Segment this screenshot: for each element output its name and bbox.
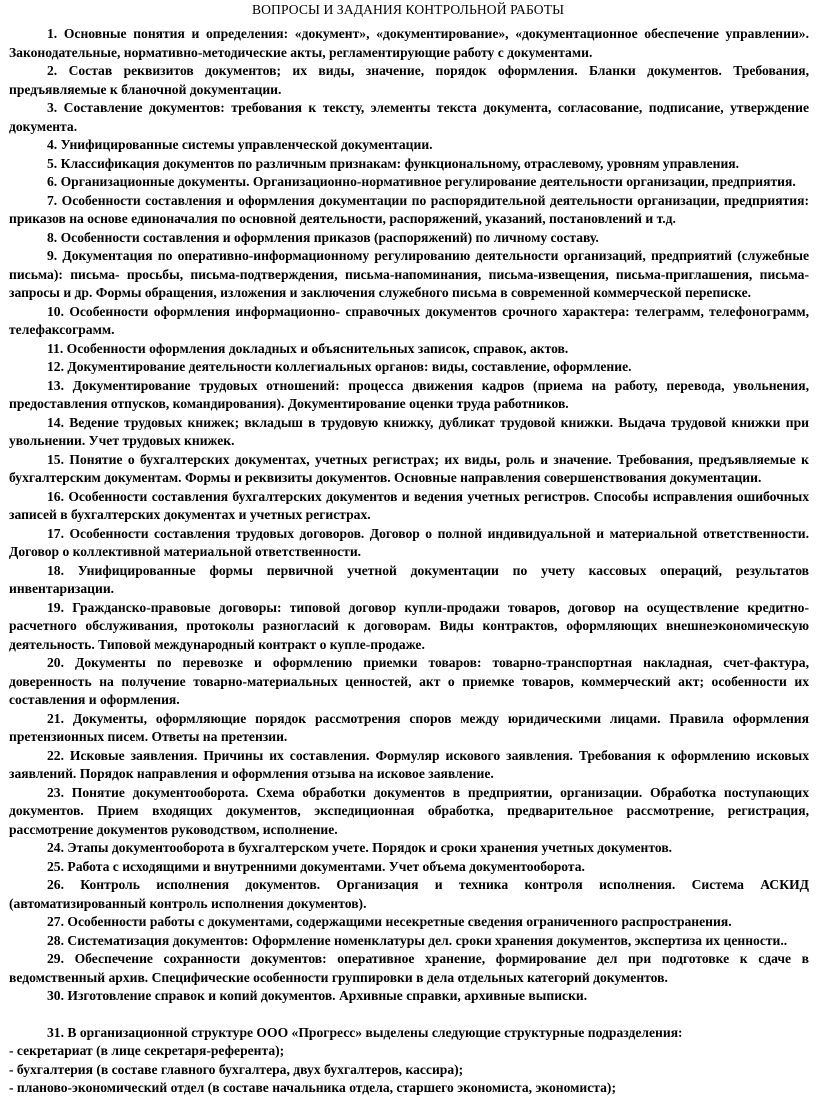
question-14: 14. Ведение трудовых книжек; вкладыш в трудовую книжку, дубликат трудовой книжки. Выдача трудовой книжки при увольнении. Учет трудовых книжек. [9,414,809,448]
question-2: 2. Состав реквизитов документов; их виды, значение, порядок оформления. Бланки документов. Требования, предъявляемые к бланочной документации. [9,63,809,97]
question-28: 28. Систематизация документов: Оформление номенклатуры дел. сроки хранения документов, экспертиза их ценности.. [47,932,788,948]
question-4: 4. Унифицированные системы управленческой документации. [47,137,433,152]
task-31-item-planning: - планово-экономический отдел (в составе начальника отдела, старшего экономиста, экономиста); [9,1080,616,1095]
question-9: 9. Документация по оперативно-информационному регулированию деятельности организаций, предприятий (служебные письма): письма- просьбы, письма-подтверждения, письма-напоминания, письма-извещения, письма-приглашения, письма-запросы и др. Формы обращения, изложения и заключения служебного письма в современной коммерческой переписке. [9,248,809,300]
question-10: 10. Особенности оформления информационно- справочных документов срочного характера: телеграмм, телефонограмм, телефаксограмм. [9,303,809,337]
question-8: 8. Особенности составления и оформления приказов (распоряжений) по личному составу. [47,229,599,245]
question-25: 25. Работа с исходящими и внутренними документами. Учет объема документооборота. [47,858,585,874]
question-17: 17. Особенности составления трудовых договоров. Договор о полной индивидуальной и материальной ответственности. Договор о коллективной материальной ответственности. [9,525,809,559]
question-19: 19. Гражданско-правовые договоры: типовой договор купли-продажи товаров, договор на осуществление кредитно-расчетного обслуживания, протоколы разногласий к договорам. Виды контрактов, оформляющих внешнеэкономическую деятельность. Типовой международный контракт о купле-продаже. [9,599,809,652]
question-21: 21. Документы, оформляющие порядок рассмотрения споров между юридическими лицами. Правила оформления претензионных писем. Ответы на претензии. [9,710,809,744]
questions-body [9,25,809,1098]
question-15: 15. Понятие о бухгалтерских документах, учетных регистрах; их виды, роль и значение. Требования, предъявляемые к бухгалтерским документам. Формы и реквизиты документов. Основные направления совершенствования документации. [9,451,809,485]
question-1: 1. Основные понятия и определения: «документ», «документирование», «документационное обеспечение управлении». Законодательные, нормативно-методические акты, регламентирующие работу с документами. [9,26,809,60]
question-26: 26. Контроль исполнения документов. Организация и техника контроля исполнения. Система АСКИД (автоматизированный контроль исполнения документов). [9,877,809,911]
question-11: 11. Особенности оформления докладных и объяснительных записок, справок, актов. [47,340,569,356]
question-29: 29. Обеспечение сохранности документов: оперативное хранение, формирование дел при подготовке к сдаче в ведомственный архив. Специфические особенности группировки в дела отдельных категорий документов. [9,951,809,985]
task-31-intro: 31. В организационной структуре ООО «Прогресс» выделены следующие структурные подразделения: [47,1024,683,1040]
page-title: ВОПРОСЫ И ЗАДАНИЯ КОНТРОЛЬНОЙ РАБОТЫ [251,2,565,17]
question-13: 13. Документирование трудовых отношений: процесса движения кадров (приема на работу, перевода, увольнения, предоставления отпусков, командирования). Документирование оценки труда работников. [9,377,809,411]
task-31-item-secretariat: - секретариат (в лице секретаря-референта); [9,1043,285,1058]
question-20: 20. Документы по перевозке и оформлению приемки товаров: товарно-транспортная накладная, счет-фактура, доверенность на получение товарно-материальных ценностей, акт о приемке товаров, коммерческий акт; особенности их составления и оформления. [9,655,809,707]
question-16: 16. Особенности составления бухгалтерских документов и ведения учетных регистров. Способы исправления ошибочных записей в бухгалтерских документах и учетных регистрах. [9,488,809,522]
question-12: 12. Документирование деятельности коллегиальных органов: виды, составление, оформление. [47,359,632,374]
question-6: 6. Организационные документы. Организационно-нормативное регулирование деятельности организации, предприятия. [47,174,796,189]
question-3: 3. Составление документов: требования к тексту, элементы текста документа, согласование, подписание, утверждение документа. [9,100,809,134]
question-23: 23. Понятие документооборота. Схема обработки документов в предприятии, организации. Обработка поступающих документов. Прием входящих документов, экспедиционная обработка, предварительное рассмотрение, регистрация, рассмотрение документов руководством, исполнение. [9,784,809,837]
question-18: 18. Унифицированные формы первичной учетной документации по учету кассовых операций, результатов инвентаризации. [9,562,809,596]
task-31-item-accounting: - бухгалтерия (в составе главного бухгалтера, двух бухгалтеров, кассира); [9,1061,464,1077]
question-30: 30. Изготовление справок и копий документов. Архивные справки, архивные выписки. [47,988,588,1003]
question-24: 24. Этапы документооборота в бухгалтерском учете. Порядок и сроки хранения учетных документов. [47,840,673,855]
question-7: 7. Особенности составления и оформления документации по распорядительной деятельности организации, предприятия: приказов на основе единоначалия по основной деятельности, распоряжений, указаний, постановлений и т.д. [9,192,809,226]
question-22: 22. Исковые заявления. Причины их составления. Формуляр искового заявления. Требования к оформлению исковых заявлений. Порядок направления и оформления отзыва на исковое заявление. [9,747,809,781]
question-5: 5. Классификация документов по различным признакам: функциональному, отраслевому, уровням управления. [47,155,740,171]
question-27: 27. Особенности работы с документами, содержащими несекретные сведения ограниченного распространения. [47,914,732,929]
section-spacer [9,1006,809,1024]
